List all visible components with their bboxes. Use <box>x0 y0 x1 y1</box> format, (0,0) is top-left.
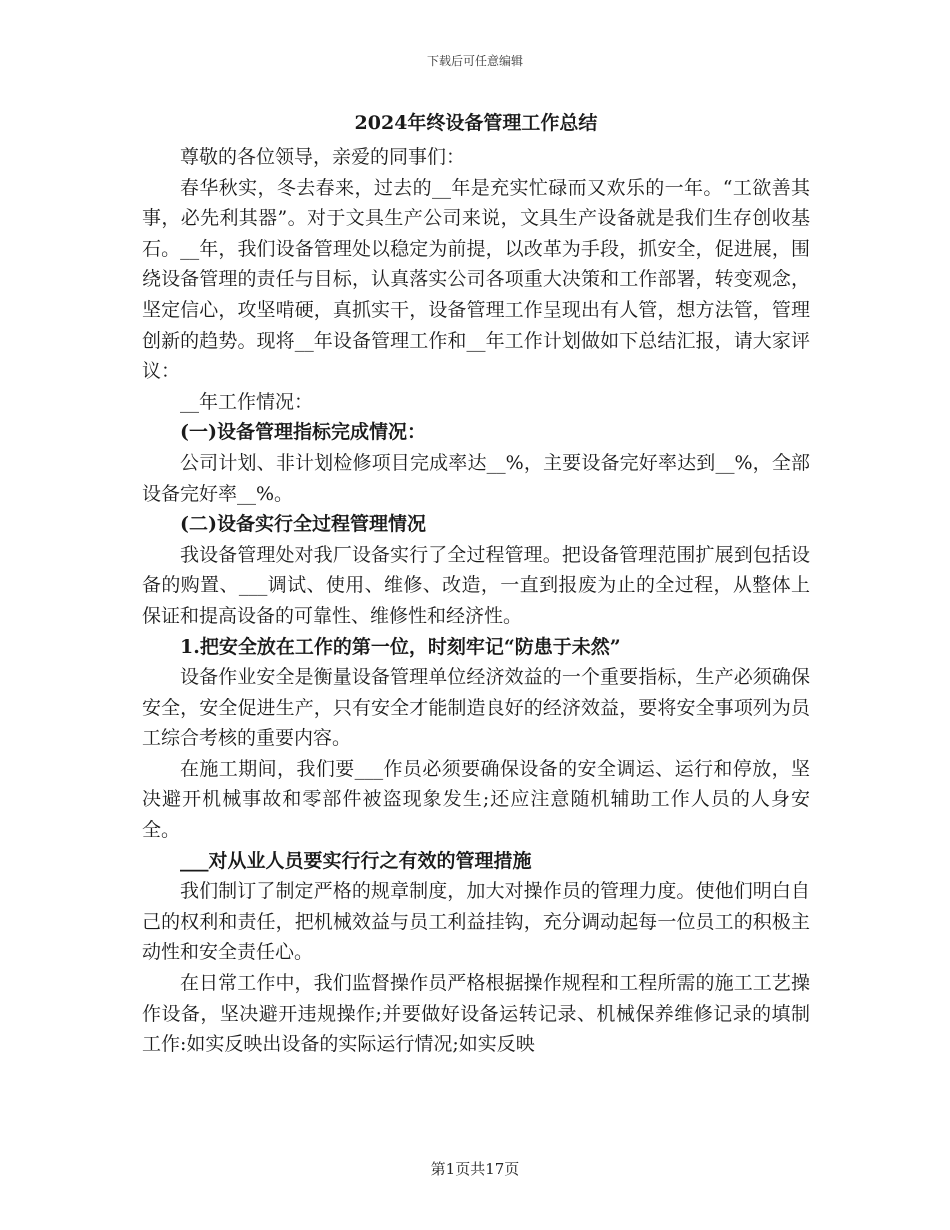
paragraph: 我们制订了制定严格的规章制度，加大对操作员的管理力度。使他们明白自己的权利和责任，把机械效益与员工利益挂钩，充分调动起每一位员工的积极主动性和安全责任心。 <box>142 880 810 964</box>
paragraph: 公司计划、非计划检修项目完成率达__%，主要设备完好率达到__%，全部设备完好率__%。 <box>142 451 810 505</box>
paragraph: 春华秋实，冬去春来，过去的__年是充实忙碌而又欢乐的一年。“工欲善其事，必先利其器”。对于文具生产公司来说，文具生产设备就是我们生存创收基石。__年，我们设备管理处以稳定为前提，以改革为手段，抓安全，促进展，围绕设备管理的责任与目标，认真落实公司各项重大决策和工作部署，转变观念，坚定信心，攻坚啃硬，真抓实干，设备管理工作呈现出有人管，想方法管，管理创新的趋势。现将__年设备管理工作和__年工作计划做如下总结汇报，请大家评议： <box>142 176 810 383</box>
paragraph: 设备作业安全是衡量设备管理单位经济效益的一个重要指标，生产必须确保安全，安全促进生产，只有安全才能制造良好的经济效益，要将安全事项列为员工综合考核的重要内容。 <box>142 666 810 750</box>
salutation: 尊敬的各位领导，亲爱的同事们： <box>180 146 466 168</box>
paragraph: 我设备管理处对我厂设备实行了全过程管理。把设备管理范围扩展到包括设备的购置、___调试、使用、维修、改造，一直到报废为止的全过程，从整体上保证和提高设备的可靠性、维修性和经济性。 <box>142 543 810 627</box>
document-title: 2024年终设备管理工作总结 <box>354 112 598 134</box>
section-heading: (一)设备管理指标完成情况： <box>180 421 426 444</box>
section-heading: (二)设备实行全过程管理情况 <box>180 513 426 536</box>
header-note: 下载后可任意编辑 <box>426 54 523 68</box>
section-heading: ___对从业人员要实行行之有效的管理措施 <box>180 849 532 872</box>
section-heading: 1.把安全放在工作的第一位，时刻牢记“防患于未然” <box>180 635 621 658</box>
paragraph: __年工作情况： <box>180 390 314 413</box>
document-body <box>142 108 810 1060</box>
paragraph: 在日常工作中，我们监督操作员严格根据操作规程和工程所需的施工工艺操作设备，坚决避开违规操作;并要做好设备运转记录、机械保养维修记录的填制工作:如实反映出设备的实际运行情况;如实反映 <box>142 972 810 1056</box>
paragraph: 在施工期间，我们要___作员必须要确保设备的安全调运、运行和停放，坚决避开机械事故和零部件被盗现象发生;还应注意随机辅助工作人员的人身安全。 <box>142 757 810 842</box>
page-number: 第1页共17页 <box>430 1160 520 1178</box>
